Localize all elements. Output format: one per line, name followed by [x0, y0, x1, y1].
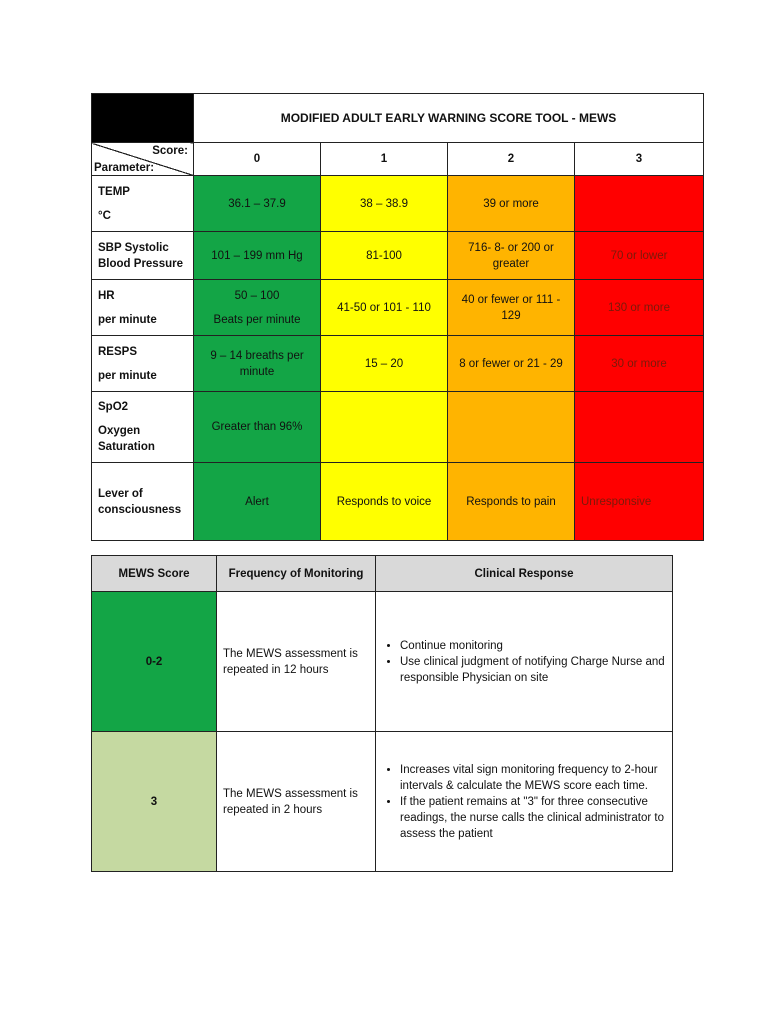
response-list: [376, 638, 672, 686]
row-hr: [92, 280, 704, 336]
spo2-score-3: [575, 392, 704, 463]
consciousness-score-3-text: Unresponsive: [581, 495, 652, 508]
row-temp: [92, 176, 704, 232]
param-resps: [92, 336, 194, 392]
frequency-0-2: The MEWS assessment is repeated in 12 hours: [217, 592, 376, 732]
score-label: Score:: [152, 145, 188, 157]
param-line: Blood Pressure: [98, 257, 183, 270]
temp-score-2: 39 or more: [448, 176, 575, 232]
resps-score-3: [575, 336, 704, 392]
consciousness-score-1: Responds to voice: [321, 463, 448, 541]
sbp-score-0: 101 – 199 mm Hg: [194, 232, 321, 280]
clinical-response-table: [91, 555, 673, 872]
response-item: • Increases vital sign monitoring frequency to 2-hour intervals & calculate the MEWS score each time.: [400, 762, 666, 794]
param-line: per minute: [98, 313, 157, 326]
param-line: per minute: [98, 369, 157, 382]
param-line: Saturation: [98, 441, 155, 453]
response-list: [376, 762, 672, 842]
consciousness-score-3: [575, 463, 704, 541]
clinical-response-3: [376, 732, 673, 872]
hr-unit: Beats per minute: [213, 313, 301, 326]
row-sbp: [92, 232, 704, 280]
temp-score-3: [575, 176, 704, 232]
mews-score-0-2: 0-2: [92, 592, 217, 732]
response-item: • Continue monitoring: [400, 638, 666, 654]
score-parameter-header: [92, 143, 194, 176]
resps-score-2: 8 or fewer or 21 - 29: [448, 336, 575, 392]
param-spo2: [92, 392, 194, 463]
sbp-score-1: 81-100: [321, 232, 448, 280]
table-title: MODIFIED ADULT EARLY WARNING SCORE TOOL - MEWS: [194, 94, 704, 143]
spo2-score-1: [321, 392, 448, 463]
score-column-0: 0: [194, 143, 321, 176]
response-row-0-2: [92, 592, 673, 732]
param-consciousness: [92, 463, 194, 541]
black-header-block: [92, 94, 194, 143]
param-line: RESPS: [98, 345, 137, 358]
resps-score-1: 15 – 20: [321, 336, 448, 392]
sbp-score-2: 716- 8- or 200 or greater: [448, 232, 575, 280]
score-column-3: 3: [575, 143, 704, 176]
row-spo2: [92, 392, 704, 463]
score-column-2: 2: [448, 143, 575, 176]
hr-score-0: [194, 280, 321, 336]
header-mews-score: MEWS Score: [92, 556, 217, 592]
row-consciousness: [92, 463, 704, 541]
param-line: consciousness: [98, 503, 182, 516]
sbp-score-3: [575, 232, 704, 280]
response-item: • If the patient remains at "3" for three consecutive readings, the nurse calls the clinical administrator to assess the patient: [400, 794, 666, 842]
param-line: SBP Systolic: [98, 241, 169, 254]
resps-score-0: 9 – 14 breaths per minute: [194, 336, 321, 392]
sbp-score-3-text: 70 or lower: [610, 249, 668, 262]
param-line: TEMP: [98, 185, 130, 198]
frequency-3: The MEWS assessment is repeated in 2 hours: [217, 732, 376, 872]
mews-score-3: 3: [92, 732, 217, 872]
hr-range: 50 – 100: [234, 289, 280, 302]
spo2-score-2: [448, 392, 575, 463]
resps-score-3-text: 30 or more: [611, 357, 667, 370]
temp-score-1: 38 – 38.9: [321, 176, 448, 232]
hr-score-3: [575, 280, 704, 336]
header-frequency: Frequency of Monitoring: [217, 556, 376, 592]
consciousness-score-0: Alert: [194, 463, 321, 541]
param-line: Oxygen: [98, 425, 141, 437]
param-temp: [92, 176, 194, 232]
hr-score-1: 41-50 or 101 - 110: [321, 280, 448, 336]
consciousness-score-2: Responds to pain: [448, 463, 575, 541]
hr-score-2: 40 or fewer or 111 - 129: [448, 280, 575, 336]
spo2-score-0: Greater than 96%: [194, 392, 321, 463]
param-line: °C: [98, 209, 111, 222]
temp-score-0: 36.1 – 37.9: [194, 176, 321, 232]
hr-score-3-text: 130 or more: [608, 301, 671, 314]
header-clinical-response: Clinical Response: [376, 556, 673, 592]
param-hr: [92, 280, 194, 336]
response-item: • Use clinical judgment of notifying Charge Nurse and responsible Physician on site: [400, 654, 666, 686]
parameter-label: Parameter:: [94, 162, 155, 174]
score-column-1: 1: [321, 143, 448, 176]
param-line: Lever of: [98, 487, 143, 500]
param-line: HR: [98, 289, 115, 302]
mews-scoring-table: [91, 93, 704, 541]
response-row-3: [92, 732, 673, 872]
row-resps: [92, 336, 704, 392]
clinical-response-0-2: [376, 592, 673, 732]
param-sbp: [92, 232, 194, 280]
param-line: SpO2: [98, 401, 129, 413]
